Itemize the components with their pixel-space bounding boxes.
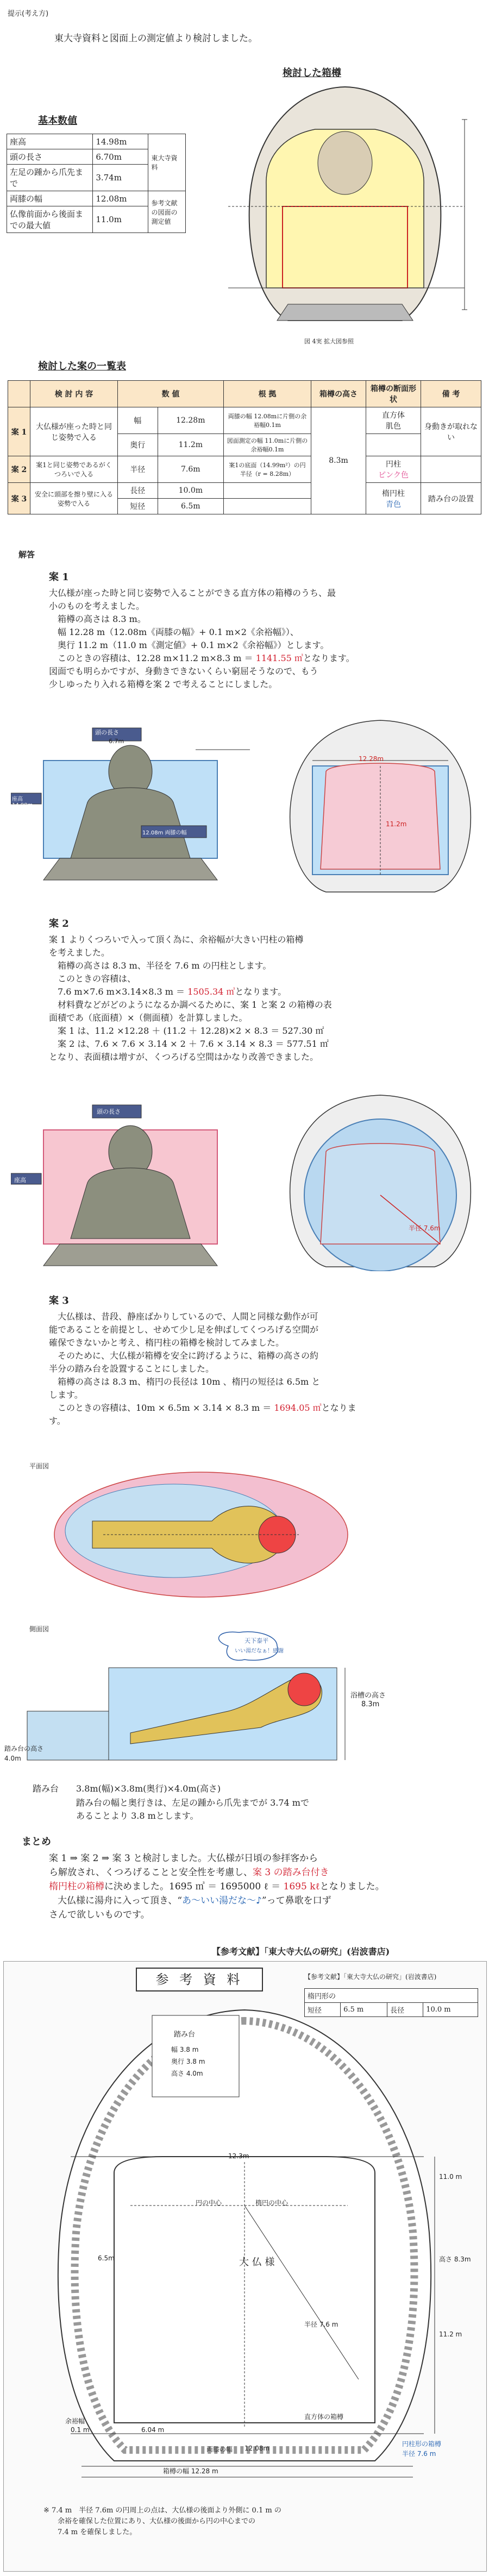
fig-title: 検討した箱樽 [283, 67, 341, 79]
step-height-value: 4.0m [4, 1755, 21, 1762]
case1-top-view [283, 717, 478, 896]
table-cell: 左足の踵から爪先まで [7, 165, 93, 191]
table-cell: 10.0m [158, 483, 223, 499]
ref-radius: 半径 7.6 m [304, 2321, 338, 2328]
ref-knee-value: 12.08m [244, 2445, 270, 2452]
table-cell: 楕円形の [305, 1989, 478, 2003]
ref-margin: 余裕幅 [65, 2417, 85, 2425]
case1-depth-label: 11.2m [386, 820, 407, 828]
ref-ellipse-dim: 6.5m [98, 2254, 115, 2262]
case1-head-value: 6.7m [109, 738, 124, 745]
table-row [7, 191, 186, 206]
case2-head-label: 頭の長さ [97, 1108, 121, 1115]
table-cell: 6.5 m [341, 2003, 387, 2017]
buddha-front-diagram [206, 76, 484, 331]
table-cell: 仏像前面から後面までの最大値 [7, 206, 93, 233]
ref-ellipse-center: 楕円の中心 [255, 2199, 289, 2207]
basics-table [7, 134, 186, 233]
table-cell: 座高 [7, 134, 93, 149]
table-cell: 7.6m [158, 456, 223, 483]
tank-height-value: 8.3m [361, 1700, 380, 1708]
table-row [8, 483, 481, 499]
case1-height-label: 座高 14.98m [12, 796, 33, 808]
table-header: 検 討 内 容 [30, 381, 118, 407]
ref-total: 箱樽の幅 12.28 m [163, 2467, 218, 2475]
side-view-label: 側面図 [29, 1625, 49, 1633]
ref-knee: 両膝の幅 [206, 2446, 233, 2453]
table-cell: 6.5m [158, 499, 223, 514]
ref-height: 高さ 8.3m [439, 2255, 471, 2263]
table-cell: 両膝の幅 [7, 191, 93, 206]
table-row [8, 407, 481, 434]
plan-list-title: 検討した案の一覧表 [38, 361, 126, 372]
case2-radius-label: 半径 7.6m [409, 1224, 441, 1232]
table-cell: 6.70m [93, 149, 148, 165]
ref-width-big: 12.3m [228, 2152, 249, 2160]
table-cell: 11.2m [158, 434, 223, 456]
table-cell: 奥行 [118, 434, 158, 456]
table-cell: 12.28m [158, 407, 223, 434]
table-cell: 14.98m [93, 134, 148, 149]
summary-title: まとめ [22, 1836, 51, 1848]
table-cell: 案1の底面（14.99m²）の円半径（r = 8.28m） [224, 456, 311, 483]
reference-footnote: ※ 7.4 m 半径 7.6m の円周上の点は、大仏様の後面より外側に 0.1 m の 余裕を確保した位置にあり、大仏様の後面から円の中心までの 7.4 m を確保しました。 [43, 2506, 281, 2536]
plan-list-table [8, 380, 481, 514]
table-cell: 踏み台の設置 [421, 483, 481, 514]
table-cell: 両膝の幅 12.08mに片側の余裕幅0.1m [224, 407, 311, 434]
intro-text: 東大寺資料と図面上の測定値より検討しました。 [54, 33, 258, 44]
table-cell: 短径 [305, 2003, 341, 2017]
step-text-2: あることより 3.8 mとします。 [76, 1811, 199, 1821]
table-cell: 頭の長さ [7, 149, 93, 165]
table-cell: 3.74m [93, 165, 148, 191]
case1-title: 案 1 [49, 571, 69, 583]
ref-step: 踏み台 [174, 2031, 196, 2039]
table-cell [366, 434, 421, 456]
plan-view-label: 平面図 [29, 1462, 49, 1470]
table-cell: 楕円柱 青色 [366, 483, 421, 514]
table-cell: 円柱 ピンク色 [366, 456, 421, 483]
case3-plan-view [49, 1467, 353, 1603]
case1-head-label: 頭の長さ [95, 729, 119, 736]
table-cell [421, 456, 481, 483]
table-cell: 図面測定の幅 11.0mに片側の余裕幅0.1m [224, 434, 311, 456]
header-tag: 提示(考え方) [8, 10, 49, 18]
kaisetsu: 解答 [18, 550, 35, 560]
case2-top-view [283, 1092, 478, 1271]
table-cell: 案 2 [8, 456, 30, 483]
summary-text: 案 1 ⇒ 案 2 ⇒ 案 3 と検討しました。大仏様が日頃の参拝客から ら解放され、くつろげることと安全性を考慮し、案 3 の踏み台付き 楕円柱の箱樽に決めました。1695 ㎥ ＝ 1695000 ℓ ＝ 1695 kℓとなりました。 大仏様に湯舟に入って頂き、“あ～いい湯だな～♪”って鼻歌を口ず さんで欲しいものです。 [49, 1853, 385, 1920]
case1-buddha-diagram [11, 717, 250, 896]
ref-h: 高さ 4.0m [171, 2070, 203, 2077]
ref-m04: 6.04 m [141, 2426, 165, 2434]
ref-circle-center: 円の中心 [196, 2199, 222, 2207]
table-row [7, 134, 186, 149]
case3-text: 大仏様は、昔段、静座ばかりしているので、人間と同様な動作が可 能であることを前提とし、せめて少し足を伸ばしてくつろげる空間が 確保できないかと考え、楕円柱の箱樽を検討してみました。 そのために、大仏様が箱樽を安全に跨げるように、箱樽の高さの約 半分の踏み台を設置することにしました。 箱樽の高さは 8.3 m、楕円の長径は 10m 、楕円の短径は 6.5m と します。 このときの容積は、10m × 6.5m × 3.14 × 8.3 m ＝ 1694.05 ㎥となりま す。 [49, 1311, 356, 1426]
table-header: 備 考 [421, 381, 481, 407]
reference-blueprint [22, 1999, 473, 2488]
table-header: 箱樽の高さ [311, 381, 366, 407]
table-cell: 大仏様が座った時と同じ姿勢で入る [30, 407, 118, 456]
ref-circ-box: 円柱形の箱樽 [402, 2440, 442, 2448]
step-dims: 踏み台 3.8m(幅)×3.8m(奥行)×4.0m(高さ) [33, 1783, 221, 1794]
table-header: 箱樽の断面形状 [366, 381, 421, 407]
table-cell: 案 1 [8, 407, 30, 456]
case2-height-label: 座高 [14, 1177, 26, 1184]
table-cell: 10.0 m [423, 2003, 478, 2017]
table-cell: 安全に頭部を擦り壁に入る姿勢で入る [30, 483, 118, 514]
table-row [8, 456, 481, 483]
table-cell: 案1と同じ姿勢であるがくつろいで入る [30, 456, 118, 483]
fig1-caption: 図 4実 拡大図参照 [304, 338, 354, 345]
case1-knee-label: 12.08m 両膝の幅 [142, 830, 187, 836]
table-cell: 8.3m [311, 407, 366, 514]
ref-m01: 0.1 m [71, 2426, 90, 2434]
table-cell [224, 483, 311, 499]
tank-height-label: 浴槽の高さ [350, 1692, 386, 1700]
ref-circ-r: 半径 7.6 m [402, 2450, 436, 2458]
table-cell: 東大寺資料 [148, 134, 186, 191]
case1-text: 大仏様が座った時と同じ姿勢で入ることができる直方体の箱樽のうち、最 小のものを考えました。 箱樽の高さは 8.3 m。 幅 12.28 m（12.08m《両膝の幅》+ 0.1 m×2《余裕幅》）、 奥行 11.2 m（11.0 m《測定値》+ 0.1 m×2《余裕幅》）とします。 このときの容積は、12.28 m×11.2 m×8.3 m ＝ 1141.55 ㎥となります。 図面でも明らかですが、身動きできないくらい窮屈そうなので、もう 少しゆったり入れる箱樽を案 2 で考えることにしました。 [49, 588, 355, 689]
table-cell: 半径 [118, 456, 158, 483]
case2-title: 案 2 [49, 918, 69, 929]
reference-banner: 【参考文献】「東大寺大仏の研究」(岩波書店) [212, 1946, 390, 1957]
table-cell: 長径 [118, 483, 158, 499]
ref-m112: 11.2 m [439, 2330, 462, 2338]
bubble-text-1: 天下泰平 [244, 1637, 268, 1644]
table-cell: 11.0m [93, 206, 148, 233]
table-cell: 参考文献の図面の測定値 [148, 191, 186, 233]
ref-buddha: 大 仏 様 [239, 2257, 275, 2268]
reference-paper-title: 参 考 資 料 [136, 1968, 263, 1991]
table-cell [224, 499, 311, 514]
reference-paper-right: 【参考文献】「東大寺大仏の研究」(岩波書店) [304, 1973, 437, 1981]
ref-m11: 11.0 m [439, 2173, 462, 2181]
table-cell: 直方体 肌色 [366, 407, 421, 434]
step-height-label: 踏み台の高さ [4, 1745, 44, 1752]
ref-w: 幅 3.8 m [171, 2046, 199, 2053]
case2-buddha-diagram [11, 1097, 250, 1277]
table-row [8, 381, 481, 407]
ref-d: 奥行 3.8 m [171, 2058, 205, 2065]
table-header: 根 拠 [224, 381, 311, 407]
case1-width-label: 12.28m [359, 755, 384, 763]
table-cell: 短径 [118, 499, 158, 514]
case3-title: 案 3 [49, 1295, 69, 1306]
table-cell: 案 3 [8, 483, 30, 514]
basics-title: 基本数値 [38, 115, 77, 127]
bubble-text-2: いい湯だなぁ！感謝 [235, 1648, 284, 1654]
table-header: 数 値 [118, 381, 224, 407]
table-cell: 12.08m [93, 191, 148, 206]
table-cell: 身動きが取れない [421, 407, 481, 456]
ref-rect-box: 直方体の箱樽 [304, 2413, 344, 2421]
case2-text: 案 1 よりくつろいで入って頂く為に、余裕幅が大きい円柱の箱樽 を考えました。 箱樽の高さは 8.3 m、半径を 7.6 m の円柱とします。 このときの容積は、 7.6 m×7.6 m×3.14×8.3 m ＝ 1505.34 ㎥となります。 材料費などがどのようになるか調べるために、案 1 と案 2 の箱樽の表 面積であ（底面積）×（側面積）を計算しました。 案 1 は、11.2 ×12.28 ＋ (11.2 ＋ 12.28)×2 × 8.3 ＝ 527.30 ㎡ 案 2 は、7.6 × 7.6 × 3.14 × 2 ＋ 7.6 × 3.14 × 8.3 ＝ 577.51 ㎡ となり、表面積は増すが、くつろげる空間はかなり改善できました。 [49, 934, 332, 1062]
case3-side-view [22, 1630, 359, 1771]
table-cell: 幅 [118, 407, 158, 434]
step-text-1: 踏み台の幅と奥行きは、左足の踵から爪先までが 3.74 mで [76, 1798, 309, 1808]
table-cell: 長径 [387, 2003, 423, 2017]
